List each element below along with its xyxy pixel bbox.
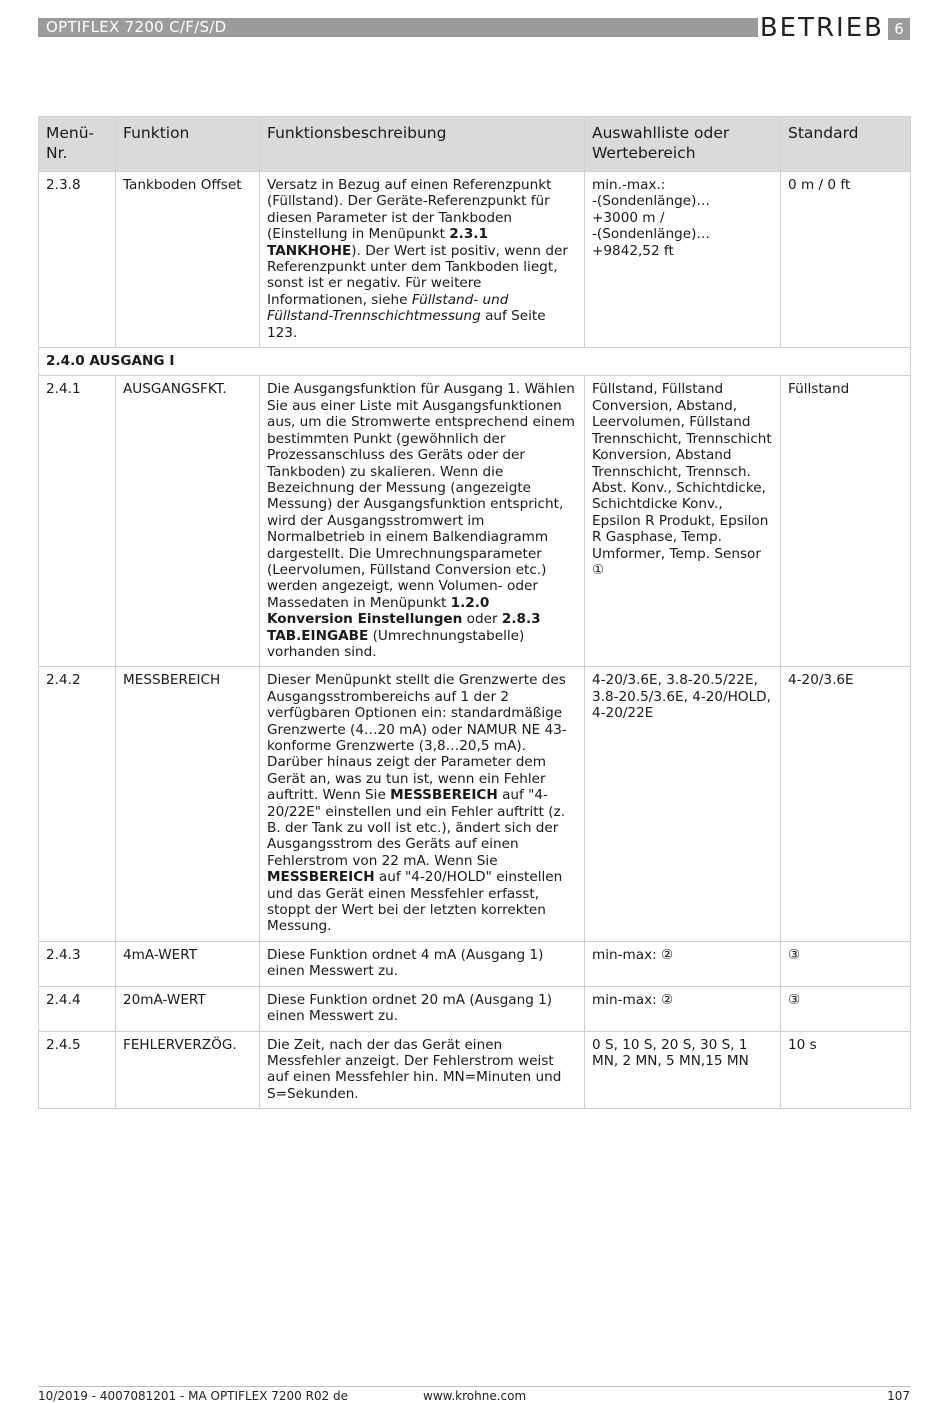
default-value: 0 m / 0 ft [781,172,911,348]
default-value: 4-20/3.6E [781,667,911,942]
section-row [39,348,911,376]
table-row [39,172,911,348]
menu-number: 2.4.1 [39,376,116,667]
menu-number: 2.4.2 [39,667,116,942]
page-header [38,13,910,43]
table-row [39,376,911,667]
description-text: auf Seite 123. [267,308,546,341]
function-name: Tankboden Offset [116,172,260,348]
description-text: Versatz in Bezug auf einen Referenzpunkt (Füllstand). Der Geräte-Referenzpunkt für diesen Parameter ist der Tankboden (Einstellung in Menüpunkt [267,177,552,243]
function-description [260,667,585,942]
default-value: ③ [781,986,911,1031]
section-title: BETRIEB [759,13,884,43]
function-description [260,172,585,348]
menu-reference: 1.2.0 Konversion Einstellungen [267,594,490,628]
parameter-table [38,116,911,1109]
function-description: Die Zeit, nach der das Gerät einen Messfehler anzeigt. Der Fehlerstrom weist auf einen Messfehler hin. MN=Minuten und S=Sekunden. [260,1031,585,1109]
function-description: Diese Funktion ordnet 4 mA (Ausgang 1) einen Messwert zu. [260,941,585,986]
menu-reference: 2.8.3 TAB.EINGABE [267,611,541,644]
parameter-reference: MESSBEREICH [267,869,375,886]
menu-number: 2.4.5 [39,1031,116,1109]
function-description [260,376,585,667]
default-value: Füllstand [781,376,911,667]
function-name: MESSBEREICH [116,667,260,942]
function-name: FEHLERVERZÖG. [116,1031,260,1109]
col-header-description: Funktionsbeschreibung [260,117,585,172]
page-number: 107 [887,1389,910,1403]
description-text: Dieser Menüpunkt stellt die Grenzwerte des Ausgangsstrombereichs auf 1 der 2 verfügbaren Optionen ein: standardmäßige Grenzwerte (4…20 mA) oder NAMUR NE 43-konforme Grenzwerte (3,8…20,5 mA). Darüber hinaus zeigt der Parameter dem Gerät an, was zu tun ist, wenn ein Fehler auftritt. Wenn Sie [267,672,567,804]
function-name: 20mA-WERT [116,986,260,1031]
table-header-row [39,117,911,172]
col-header-function: Funktion [116,117,260,172]
menu-number: 2.3.8 [39,172,116,348]
range-values: min.-max.: -(Sondenlänge)… +3000 m / -(Sondenlänge)… +9842,52 ft [585,172,781,348]
description-text: ). Der Wert ist positiv, wenn der Referenzpunkt unter dem Tankboden liegt, sonst ist er negativ. Für weitere Informationen, siehe [267,242,568,308]
description-text: oder [462,611,502,628]
section-reference: Füllstand- und Füllstand-Trennschichtmessung [267,291,509,325]
range-values: Füllstand, Füllstand Conversion, Abstand, Leervolumen, Füllstand Trennschicht, Trennschicht Konversion, Abstand Trennschicht, Trennsch. Abst. Konv., Schichtdicke, Schichtdicke Konv., Epsilon R Produkt, Epsilon R Gasphase, Temp. Umformer, Temp. Sensor ① [585,376,781,667]
product-title: OPTIFLEX 7200 C/F/S/D [38,18,758,37]
default-value: ③ [781,941,911,986]
range-values: 0 S, 10 S, 20 S, 30 S, 1 MN, 2 MN, 5 MN,15 MN [585,1031,781,1109]
function-name: AUSGANGSFKT. [116,376,260,667]
description-text: Die Ausgangsfunktion für Ausgang 1. Wählen Sie aus einer Liste mit Ausgangsfunktionen aus, um die Stromwerte entsprechend einem bestimmten Punkt (gewöhnlich der Prozessanschluss des Geräts oder der Tankboden) zu skalieren. Wenn die Bezeichnung der Messung (angezeigte Messung) der Ausgangsfunktion entspricht, wird der Ausgangsstromwert im Normalbetrieb in einem Balkendiagramm dargestellt. Die Umrechnungsparameter (Leervolumen, Füllstand Conversion etc.) werden angezeigt, wenn Volumen- oder Massedaten in Menüpunkt [267,381,575,611]
menu-number: 2.4.4 [39,986,116,1031]
table-row [39,667,911,942]
menu-reference: 2.3.1 TANKHOHE [267,226,488,259]
footer-website[interactable]: www.krohne.com [423,1389,527,1403]
description-text: auf "4-20/22E" einstellen und ein Fehler auftritt (z. B. der Tank zu voll ist etc.), ändert sich der Ausgangsstrom des Geräts auf einen Fehlerstrom von 22 mA. Wenn Sie [267,787,566,869]
col-header-range: Auswahlliste oder Wertebereich [585,117,781,172]
table-row [39,941,911,986]
function-name: 4mA-WERT [116,941,260,986]
range-values: 4-20/3.6E, 3.8-20.5/22E, 3.8-20.5/3.6E, 4-20/HOLD, 4-20/22E [585,667,781,942]
range-values: min-max: ② [585,986,781,1031]
default-value: 10 s [781,1031,911,1109]
menu-number: 2.4.3 [39,941,116,986]
description-text: (Umrechnungstabelle) vorhanden sind. [267,627,525,660]
table-row [39,986,911,1031]
footer-divider [38,1386,911,1387]
col-header-menu-nr: Menü-Nr. [39,117,116,172]
footer-doc-ref: 10/2019 - 4007081201 - MA OPTIFLEX 7200 R02 de [38,1389,349,1403]
range-values: min-max: ② [585,941,781,986]
description-text: auf "4-20/HOLD" einstellen und das Gerät einen Messfehler erfasst, stoppt der Wert bei der letzten korrekten Messung. [267,869,563,935]
table-row [39,1031,911,1109]
col-header-default: Standard [781,117,911,172]
parameter-reference: MESSBEREICH [390,787,498,804]
function-description: Diese Funktion ordnet 20 mA (Ausgang 1) einen Messwert zu. [260,986,585,1031]
section-heading: 2.4.0 AUSGANG I [39,348,911,376]
section-number: 6 [888,18,910,40]
